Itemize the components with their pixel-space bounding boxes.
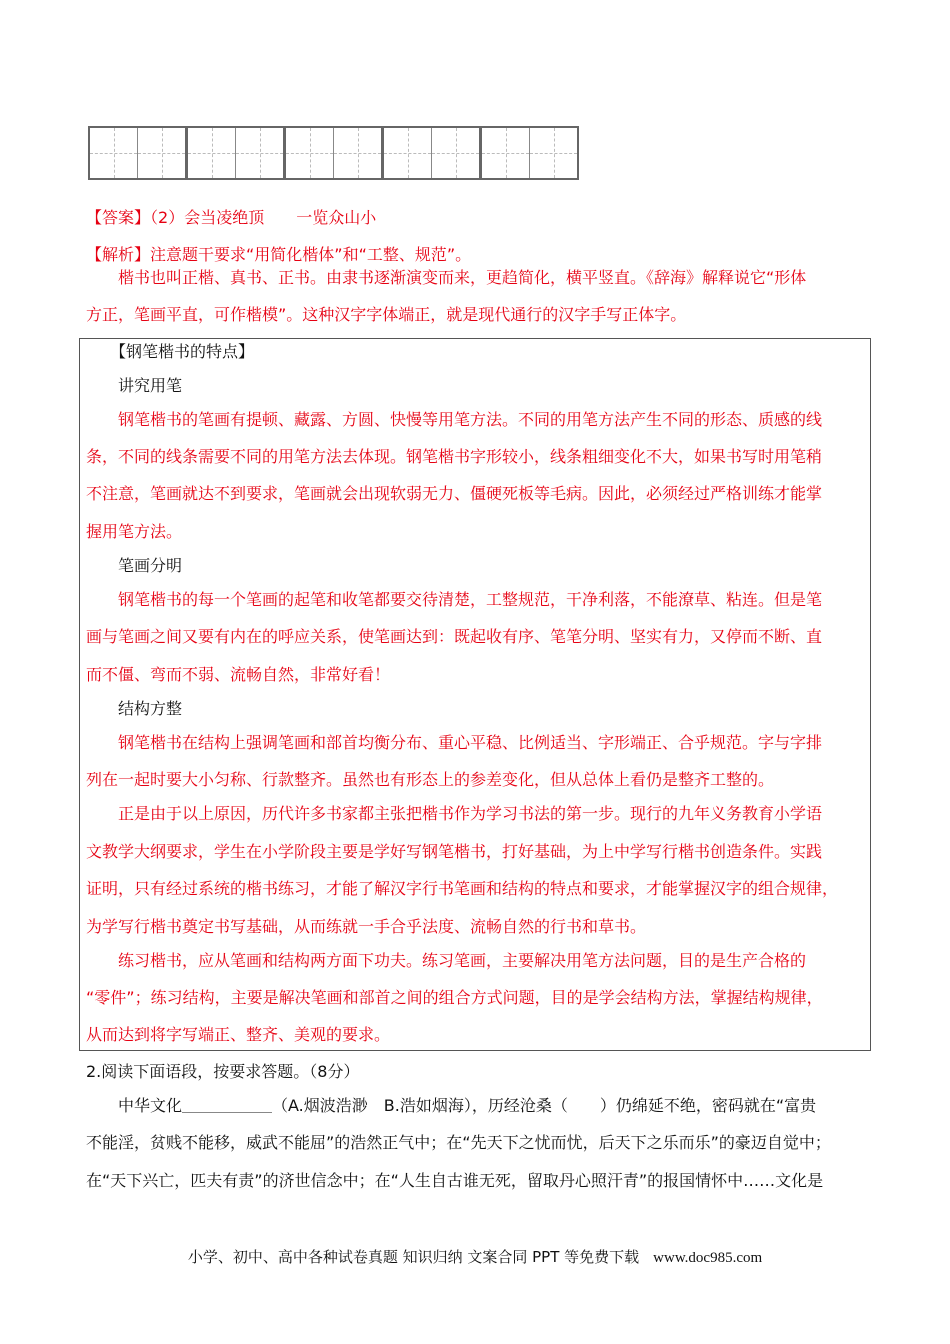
feature-box: [79, 338, 871, 1051]
footer: 小学、初中、高中各种试卷真题 知识归纳 文案合同 PPT 等免费下载 www.doc985.com: [187, 1248, 763, 1266]
box-line: 正是由于以上原因，历代许多书家都主张把楷书作为学习书法的第一步。现行的九年义务教育小学语: [86, 804, 823, 823]
box-line: 画与笔画之间又要有内在的呼应关系，使笔画达到：既起收有序、笔笔分明、坚实有力，又停而不断、直: [86, 627, 823, 646]
box-title: 【钢笔楷书的特点】: [110, 342, 255, 361]
box-line: 钢笔楷书的每一个笔画的起笔和收笔都要交待清楚，工整规范，干净利落，不能潦草、粘连。但是笔: [86, 590, 823, 609]
box-line: 讲究用笔: [86, 376, 183, 395]
box-line: 钢笔楷书的笔画有提顿、藏露、方圆、快慢等用笔方法。不同的用笔方法产生不同的形态、质感的线: [86, 410, 823, 429]
box-line: 为学写行楷书奠定书写基础，从而练就一手合乎法度、流畅自然的行书和草书。: [86, 917, 647, 936]
analysis-line: 楷书也叫正楷、真书、正书。由隶书逐渐演变而来，更趋简化，横平竖直。《辞海》解释说它“形体: [86, 268, 807, 287]
box-line: 握用笔方法。: [86, 522, 183, 541]
box-line: 笔画分明: [86, 556, 183, 575]
question-line: 不能淫，贫贱不能移，威武不能屈”的浩然正气中；在“先天下之忧而忧，后天下之乐而乐”的豪迈自觉中；: [86, 1133, 831, 1152]
box-line: 而不僵、弯而不弱、流畅自然，非常好看！: [86, 665, 391, 684]
box-line: 条，不同的线条需要不同的用笔方法去体现。钢笔楷书字形较小，线条粗细变化不大，如果书写时用笔稍: [86, 447, 823, 466]
answer-line: 【答案】（2）会当凌绝顶 一览众山小: [86, 208, 377, 227]
box-line: “零件”；练习结构，主要是解决笔画和部首之间的组合方式问题，目的是学会结构方法，掌握结构规律，: [86, 988, 823, 1007]
box-line: 证明，只有经过系统的楷书练习，才能了解汉字行书笔画和结构的特点和要求，才能掌握汉字的组合规律，: [86, 879, 839, 898]
question-line: 中华文化 （A.烟波浩渺 B.浩如烟海），历经沧桑（ ）仍绵延不绝，密码就在“富贵: [86, 1096, 817, 1115]
footer-link[interactable]: www.doc985.com: [653, 1250, 763, 1266]
question-title: 2.阅读下面语段，按要求答题。（8分）: [86, 1062, 360, 1081]
box-line: 列在一起时要大小匀称、行款整齐。虽然也有形态上的参差变化，但从总体上看仍是整齐工整的。: [86, 770, 775, 789]
fill-blank[interactable]: [182, 1096, 272, 1113]
box-line: 不注意，笔画就达不到要求，笔画就会出现软弱无力、僵硬死板等毛病。因此，必须经过严格训练才能掌: [86, 484, 823, 503]
analysis-intro: 【解析】注意题干要求“用简化楷体”和“工整、规范”。: [86, 245, 472, 264]
box-line: 练习楷书，应从笔画和结构两方面下功夫。练习笔画，主要解决用笔方法问题，目的是生产合格的: [86, 951, 807, 970]
question-line: 在“天下兴亡，匹夫有责”的济世信念中；在“人生自古谁无死，留取丹心照汗青”的报国情怀中……文化是: [86, 1171, 824, 1190]
box-line: 从而达到将字写端正、整齐、美观的要求。: [86, 1025, 391, 1044]
box-line: 钢笔楷书在结构上强调笔画和部首均衡分布、重心平稳、比例适当、字形端正、合乎规范。字与字排: [86, 733, 823, 752]
writing-grid: [88, 126, 578, 180]
analysis-line: 方正，笔画平直，可作楷模”。这种汉字字体端正，就是现代通行的汉字手写正体字。: [86, 305, 687, 324]
box-line: 文教学大纲要求，学生在小学阶段主要是学好写钢笔楷书，打好基础，为上中学写行楷书创造条件。实践: [86, 842, 823, 861]
box-line: 结构方整: [86, 699, 183, 718]
